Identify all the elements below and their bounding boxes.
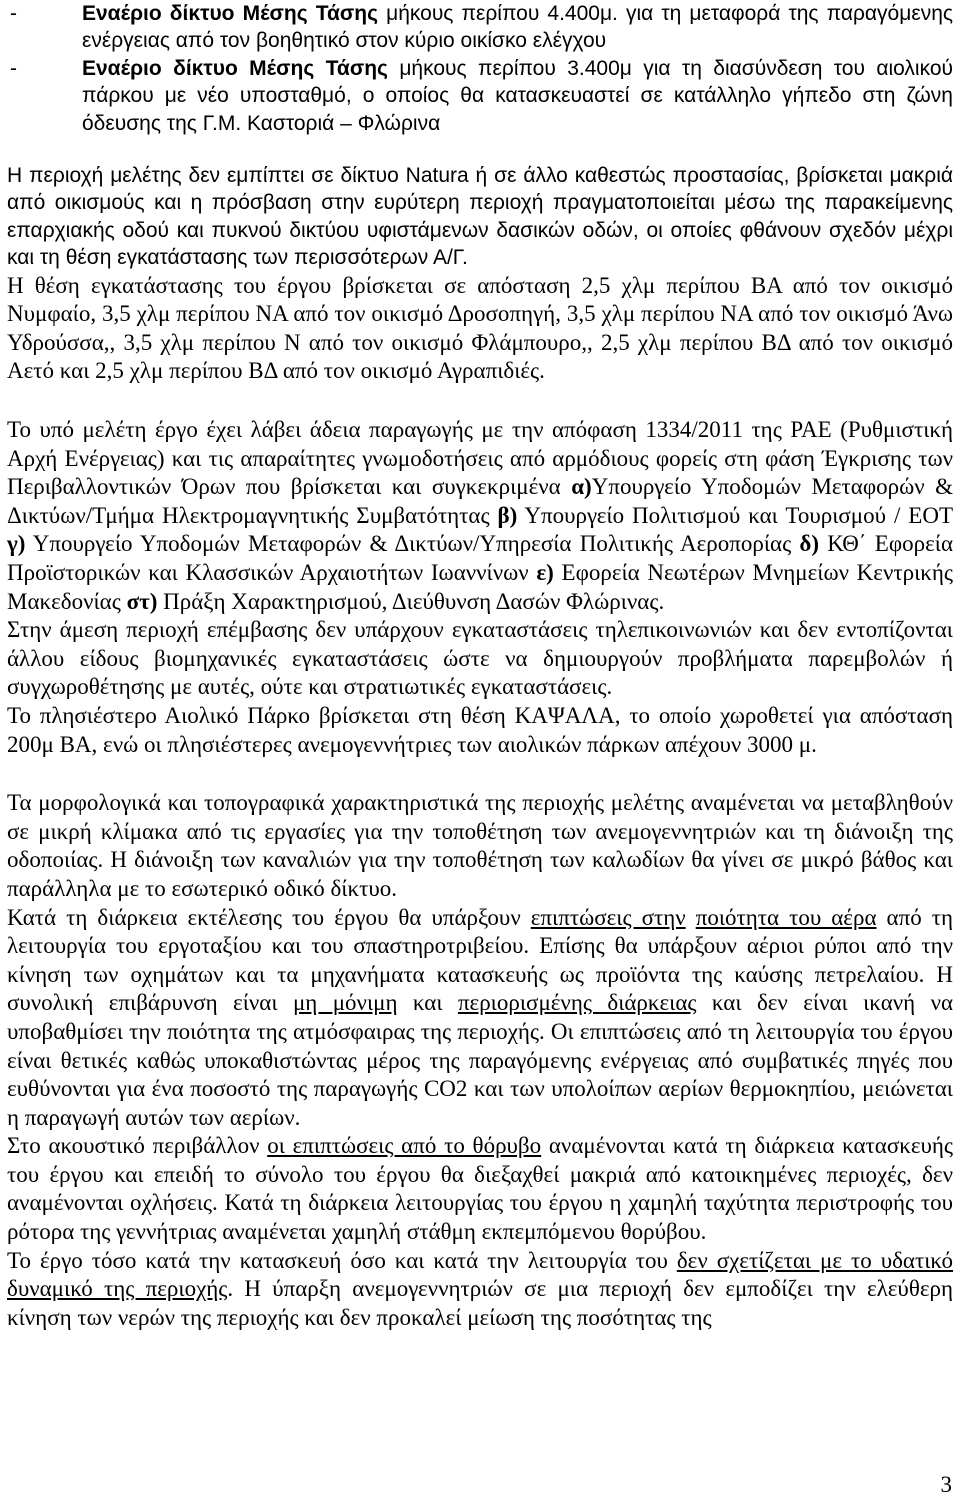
- list-marker: δ): [799, 531, 820, 557]
- bullet-text: [82, 0, 953, 55]
- spacer: [7, 759, 953, 789]
- text-run: Εφορεία Νεωτέρων Μνημείων Κεντρικής Μακεδονίας: [7, 560, 953, 614]
- bullet-body: μήκους περίπου 3.400μ για τη διασύνδεση του αιολικού πάρκου με νέο υποσταθμό, ο οποίος θα κατασκευαστεί σε κατάλληλο γήπεδο στη ζώνη όδευσης της Γ.Μ. Καστοριά – Φλώρινα: [82, 56, 953, 135]
- text-run: [686, 905, 696, 930]
- water-paragraph: [7, 1247, 953, 1333]
- text-run: ΚΘ΄ Εφορεία Προϊστορικών και Κλασσικών Αρχαιοτήτων Ιωαννίνων: [7, 531, 953, 585]
- underlined-text: περιορισμένης διάρκειας: [457, 990, 697, 1016]
- page-number: 3: [940, 1472, 952, 1497]
- air-quality-paragraph: [7, 904, 953, 1133]
- text-run: Πράξη Χαρακτηρισμού, Διεύθυνση Δασών Φλώρινας.: [157, 588, 665, 614]
- list-marker: στ): [126, 588, 158, 614]
- text-run: Κατά τη διάρκεια εκτέλεσης του έργου θα υπάρξουν: [7, 904, 531, 930]
- license-paragraph: [7, 416, 953, 616]
- bullet-item: [7, 55, 953, 137]
- bullet-dash: -: [10, 2, 17, 25]
- underlined-text: δεν σχετίζεται με το υδατικό δυναμικό της περιοχής: [7, 1247, 953, 1302]
- terrain-paragraph: Τα μορφολογικά και τοπογραφικά χαρακτηριστικά της περιοχής μελέτης αναμένεται να μεταβληθούν σε μικρή κλίμακα από τις εργασίες για την τοποθέτηση των ανεμογεννητριών και τη διάνοιξη της οδοποιίας. Η διάνοιξη των καναλιών για την τοποθέτηση των καλωδίων θα γίνει σε μικρό βάθος και παράλληλα με το εσωτερικό οδικό δίκτυο.: [7, 790, 953, 901]
- text-run: Υπουργείο Υποδομών Μεταφορών & Δικτύων/Τμήμα Ηλεκτρομαγνητικής Συμβατότητας: [7, 474, 953, 528]
- text-run: από τη λειτουργία του εργοταξίου και του σπαστηροτριβείου. Επίσης θα υπάρξουν αέριοι ρύποι από την κίνηση των οχημάτων και τα μηχανήματα κατασκευής ως προϊόντα της καύσης πετρελαίου. Η συνολική επιβάρυνση είναι: [7, 904, 953, 1016]
- list-marker: γ): [7, 531, 26, 557]
- list-marker: ε): [536, 560, 554, 585]
- text-run: Υπουργείο Πολιτισμού και Τουρισμού / ΕΟΤ: [517, 502, 953, 528]
- document-page: [7, 0, 953, 1332]
- text-run: Στο ακουστικό περιβάλλον: [7, 1133, 268, 1159]
- spacer: [7, 386, 953, 416]
- text-run: και δεν είναι ικανή να υποβαθμίσει την ποιότητα της ατμόσφαιρας της περιοχής. Οι επιπτώσεις από τη λειτουργία του έργου είναι θετικές καθώς υποκαθιστώντας μέρος της παραγόμενης ενέργειας από συμβατικές πηγές που ευθύνονται για ένα ποσοστό της παραγωγής CO2 και των υπολοίπων αερίων θερμοκηπίου, μειώνεται η παραγωγή αυτών των αερίων.: [7, 990, 954, 1130]
- bullet-text: [82, 55, 953, 137]
- bullet-lead: Εναέριο δίκτυο Μέσης Τάσης: [82, 2, 379, 25]
- spacer: [7, 137, 953, 162]
- underlined-text: μη μόνιμη: [292, 990, 398, 1016]
- telecom-paragraph: Στην άμεση περιοχή επέμβασης δεν υπάρχουν εγκαταστάσεις τηλεπικοινωνιών και δεν εντοπίζονται άλλου είδους βιομηχανικές εγκαταστάσεις ώστε να δημιουργούν προβλήματα παρεμβολών ή συγχωροθέτησης με αυτές, ούτε και στρατιωτικές εγκαταστάσεις.: [7, 617, 953, 700]
- nearest-park-paragraph: Το πλησιέστερο Αιολικό Πάρκο βρίσκεται στη θέση ΚΑΨΑΛΑ, το οποίο χωροθετεί για απόσταση 200μ ΒΑ, ενώ οι πλησιέστερες ανεμογεννήτριες των αιολικών πάρκων απέχουν 3000 μ.: [7, 702, 953, 757]
- list-marker: β): [497, 502, 518, 528]
- noise-paragraph: [7, 1132, 953, 1246]
- bullet-dash: -: [10, 56, 17, 80]
- text-run: και: [397, 990, 458, 1016]
- underlined-text: επιπτώσεις στην: [530, 904, 686, 930]
- underlined-text: οι επιπτώσεις από το θόρυβο: [267, 1133, 542, 1159]
- underlined-text: ποιότητα του αέρα: [695, 904, 877, 930]
- bullet-lead: Εναέριο δίκτυο Μέσης Τάσης: [82, 56, 388, 80]
- text-run: . Η ύπαρξη ανεμογεννητριών σε μια περιοχή δεν εμποδίζει την ελεύθερη κίνηση των νερών της περιοχής και δεν προκαλεί μείωση της ποσότητας της: [7, 1276, 953, 1330]
- protection-paragraph: Η περιοχή μελέτης δεν εμπίπτει σε δίκτυο Natura ή σε άλλο καθεστώς προστασίας, βρίσκεται μακριά από οικισμούς και η πρόσβαση στην ευρύτερη περιοχή πραγματοποιείται μέσω της παρακείμενης επαρχιακής οδού και πυκνού δικτύου υφιστάμενων δασικών οδών, οι οποίες φθάνουν σχεδόν μέχρι και τη θέση εγκατάστασης των περισσότερων Α/Γ.: [7, 164, 953, 270]
- bullet-list: [7, 0, 953, 137]
- location-paragraph: Η θέση εγκατάστασης του έργου βρίσκεται σε απόσταση 2,5 χλμ περίπου ΒΑ από τον οικισμό Νυμφαίο, 3,5 χλμ περίπου ΝΑ από τον οικισμό Δροσοπηγή, 3,5 χλμ περίπου ΝΑ από τον οικισμό Άνω Υδρούσσα,, 3,5 χλμ περίπου Ν από τον οικισμό Φλάμπουρο,, 2,5 χλμ περίπου ΒΔ από τον οικισμό Αετό και 2,5 χλμ περίπου ΒΔ από τον οικισμό Αγραπιδιές.: [7, 272, 953, 384]
- text-run: Υπουργείο Υποδομών Μεταφορών & Δικτύων/Υπηρεσία Πολιτικής Αεροπορίας: [25, 531, 800, 557]
- list-marker: α): [571, 474, 592, 500]
- bullet-item: [7, 0, 953, 55]
- text-run: Το έργο τόσο κατά την κατασκευή όσο και κατά την λειτουργία του: [7, 1247, 677, 1273]
- text-run: αναμένονται κατά τη διάρκεια κατασκευής του έργου και επειδή το σύνολο του έργου θα διεξαχθεί μακριά από κατοικημένες περιοχές, δεν αναμένονται οχλήσεις. Κατά τη διάρκεια λειτουργίας του έργου η χαμηλή ταχύτητα περιστροφής του ρότορα της γεννήτριας αναμένεται χαμηλή στάθμη εκπεμπόμενου θορύβου.: [7, 1133, 953, 1245]
- bullet-body: μήκους περίπου 4.400μ. για τη μεταφορά της παραγόμενης ενέργειας από τον βοηθητικό στον κύριο οικίσκο ελέγχου: [82, 2, 953, 53]
- text-run: Το υπό μελέτη έργο έχει λάβει άδεια παραγωγής με την απόφαση 1334/2011 της ΡΑΕ (Ρυθμιστική Αρχή Ενέργειας) και τις απαραίτητες γνωμοδοτήσεις από αρμόδιους φορείς στη φάση Έγκρισης των Περιβαλλοντικών Όρων που βρίσκεται και συγκεκριμένα: [7, 417, 953, 500]
